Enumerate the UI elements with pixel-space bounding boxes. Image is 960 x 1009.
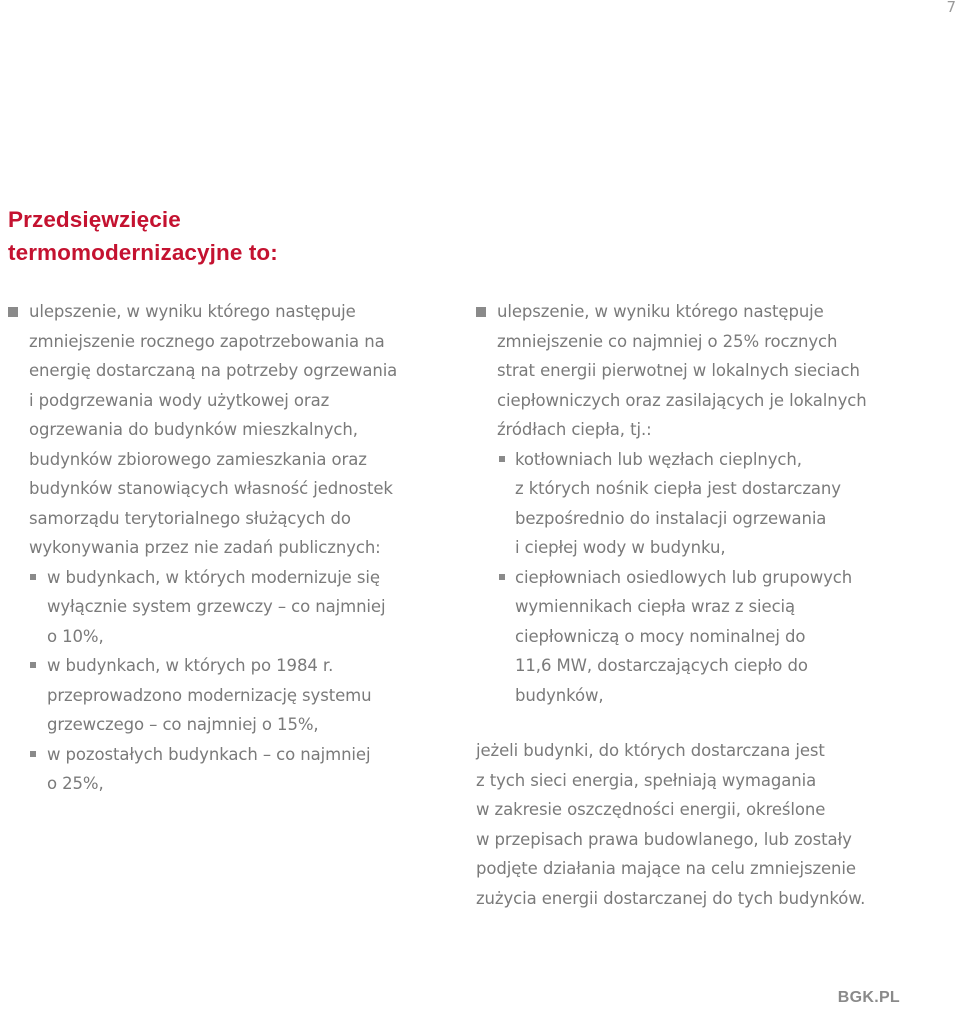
sub-list-item (476, 445, 946, 563)
list-item (476, 297, 946, 445)
text-line: źródłach ciepła, tj.: (497, 420, 652, 439)
heading-line-1: Przedsięwzięcie (8, 207, 181, 232)
text-line: w budynkach, w których po 1984 r. (47, 656, 334, 675)
text-line: w przepisach prawa budowlanego, lub zostały (476, 829, 852, 849)
sub-list-item (8, 740, 448, 799)
text-line: jeżeli budynki, do których dostarczana jest (476, 741, 825, 760)
text-line: z których nośnik ciepła jest dostarczany (515, 479, 841, 498)
sub-list-item (8, 651, 448, 740)
small-square-bullet-icon (30, 751, 36, 757)
text-line: w budynkach, w których modernizuje się (47, 567, 380, 587)
right-column (476, 297, 946, 913)
text-line: wykonywania przez nie zadań publicznych: (29, 538, 381, 557)
text-line: grzewczego – co najmniej o 15%, (47, 715, 319, 734)
text-line: samorządu terytorialnego służących do (29, 508, 351, 528)
text-line: zmniejszenie co najmniej o 25% rocznych (497, 331, 838, 351)
text-line: energię dostarczaną na potrzeby ogrzewania (29, 361, 398, 380)
text-line: zużycia energii dostarczanej do tych budynków. (476, 888, 866, 908)
text-line: w zakresie oszczędności energii, określone (476, 800, 826, 819)
page-number: 7 (946, 0, 956, 16)
text-line: bezpośrednio do instalacji ogrzewania (515, 508, 827, 528)
small-square-bullet-icon (499, 456, 505, 462)
text-line: budynków, (515, 685, 604, 705)
section-heading (8, 203, 278, 269)
text-line: zmniejszenie rocznego zapotrzebowania na (29, 331, 385, 351)
closing-paragraph (476, 736, 946, 913)
sub-list-item (476, 563, 946, 711)
text-line: strat energii pierwotnej w lokalnych sieciach (497, 361, 860, 380)
text-line: ciepłowniczych oraz zasilających je lokalnych (497, 390, 867, 410)
text-line: ulepszenie, w wyniku którego następuje (497, 302, 824, 321)
text-line: w pozostałych budynkach – co najmniej (47, 744, 371, 764)
text-line: o 25%, (47, 774, 104, 793)
left-column (8, 297, 448, 799)
list-item (8, 297, 448, 563)
text-line: ciepłowniach osiedlowych lub grupowych (515, 567, 853, 587)
heading-line-2: termomodernizacyjne to: (8, 240, 278, 265)
text-line: wyłącznie system grzewczy – co najmniej (47, 597, 386, 616)
text-line: wymiennikach ciepła wraz z siecią (515, 597, 796, 616)
text-line: budynków zbiorowego zamieszkania oraz (29, 449, 367, 469)
small-square-bullet-icon (30, 662, 36, 668)
square-bullet-icon (8, 307, 18, 317)
footer-brand: BGK.PL (837, 989, 900, 1006)
text-line: o 10%, (47, 626, 104, 646)
text-line: z tych sieci energia, spełniają wymagania (476, 770, 817, 790)
small-square-bullet-icon (499, 574, 505, 580)
text-line: podjęte działania mające na celu zmniejszenie (476, 859, 856, 878)
small-square-bullet-icon (30, 574, 36, 580)
text-line: budynków stanowiących własność jednostek (29, 479, 393, 498)
text-line: ulepszenie, w wyniku którego następuje (29, 302, 356, 321)
square-bullet-icon (476, 307, 486, 317)
text-line: kotłowniach lub węzłach cieplnych, (515, 449, 802, 469)
text-line: przeprowadzono modernizację systemu (47, 685, 372, 705)
text-line: ogrzewania do budynków mieszkalnych, (29, 420, 358, 439)
sub-list-item (8, 563, 448, 652)
text-line: ciepłowniczą o mocy nominalnej do (515, 626, 806, 646)
text-line: i ciepłej wody w budynku, (515, 538, 726, 557)
text-line: i podgrzewania wody użytkowej oraz (29, 390, 330, 410)
text-line: 11,6 MW, dostarczających ciepło do (515, 656, 808, 675)
